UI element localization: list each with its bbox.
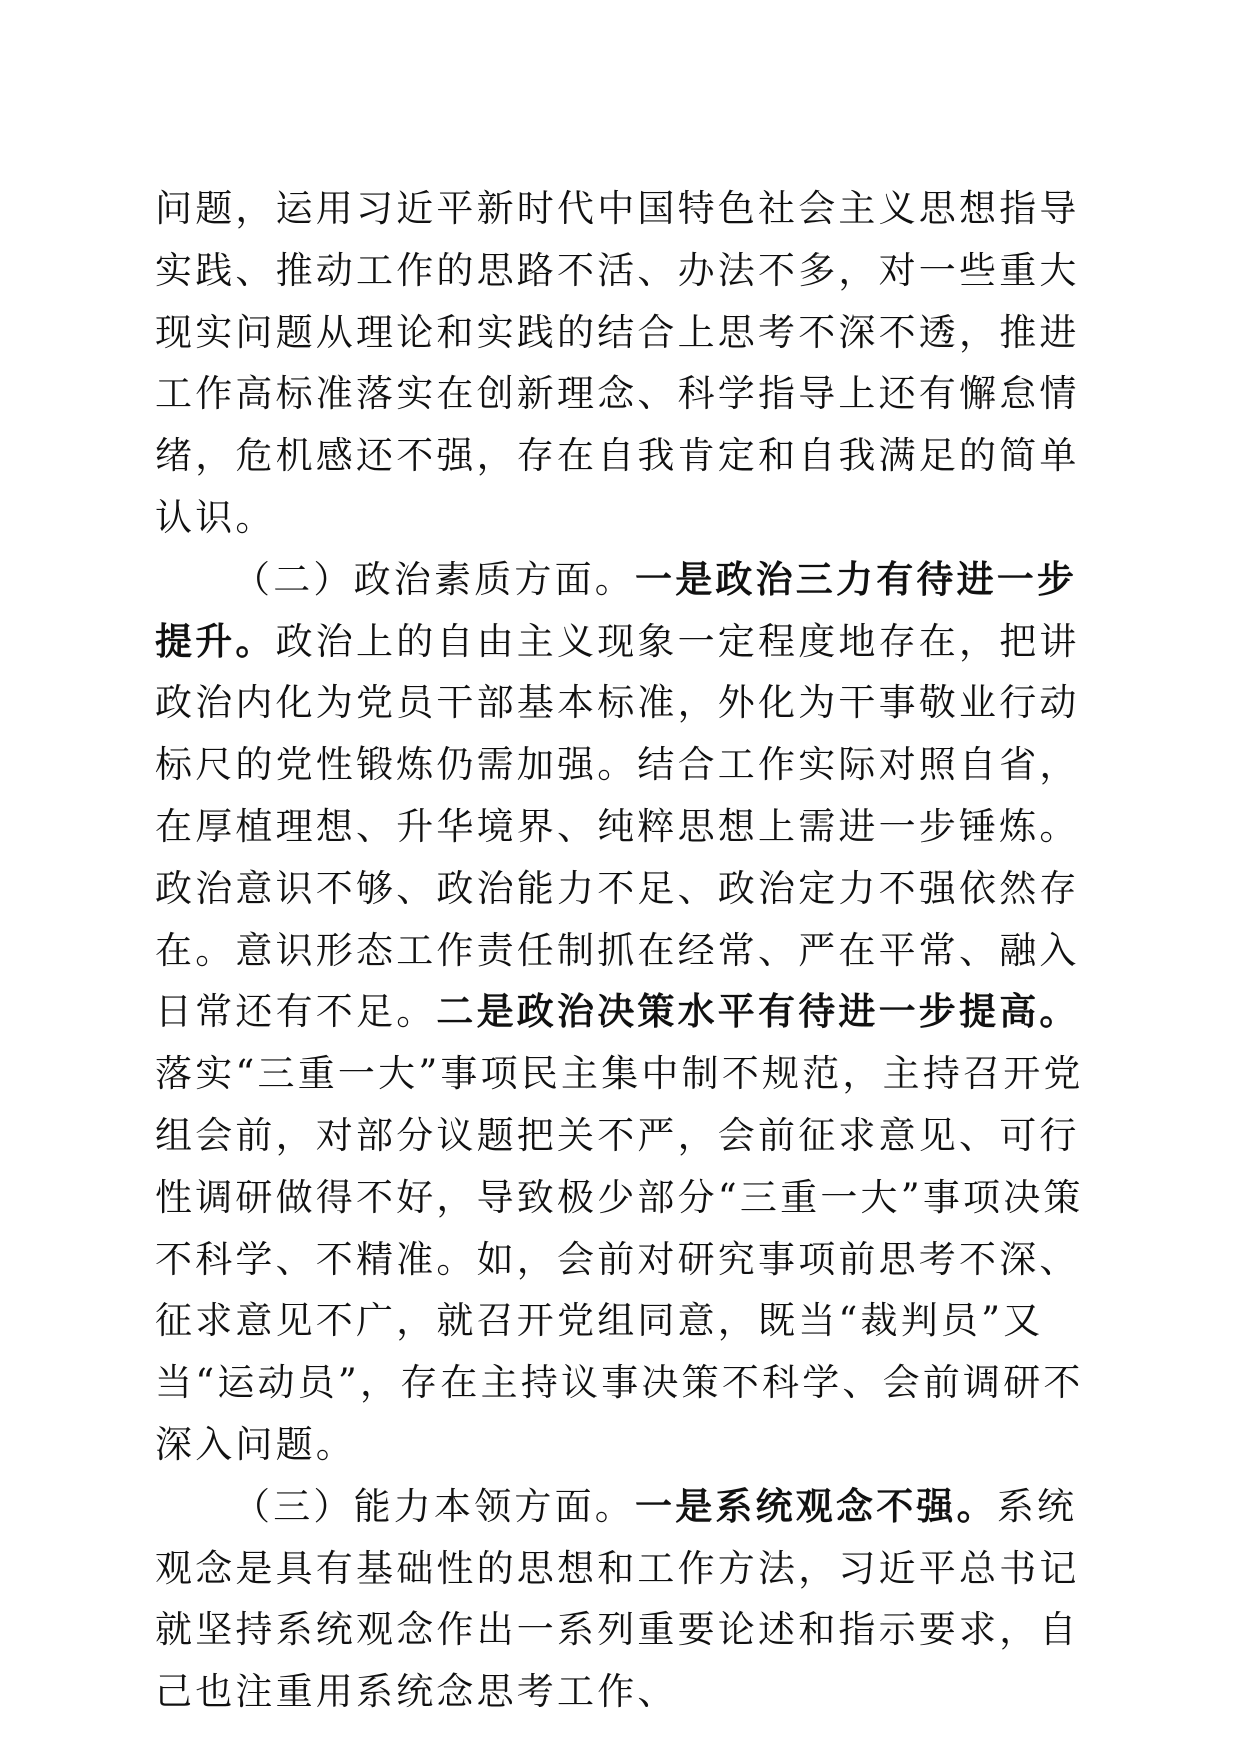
bold-point-one: 一是政治三力有待进一步提升。 (155, 556, 1078, 663)
paragraph-political-quality (155, 549, 1100, 1476)
paragraph-ability (155, 1476, 1100, 1723)
text-run: 落实“三重一大”事项民主集中制不规范，主持召开党组会前，对部分议题把关不严，会前征求意见、可行性调研做得不好，导致极少部分“三重一大”事项决策不科学、不精准。如，会前对研究事项前思考不深、征求意见不广，就召开党组同意，既当“裁判员”又当“运动员”，存在主持议事决策不科学、会前调研不深入问题。 (155, 1052, 1084, 1466)
bold-point-two: 二是政治决策水平有待进一步提高。 (436, 989, 1080, 1034)
section-heading-run: （三）能力本领方面。 (233, 1484, 635, 1528)
text-run: 系统观念是具有基础性的思想和工作方法，习近平总书记就坚持系统观念作出一系列重要论述和指示要求，自己也注重用系统念思考工作、 (155, 1484, 1080, 1714)
text-run: 问题，运用习近平新时代中国特色社会主义思想指导实践、推动工作的思路不活、办法不多，对一些重大现实问题从理论和实践的结合上思考不深不透，推进工作高标准落实在创新理念、科学指导上还有懈怠情绪，危机感还不强，存在自我肯定和自我满足的简单认识。 (155, 187, 1080, 539)
body-text (155, 178, 1100, 1723)
text-run: 政治上的自由主义现象一定程度地存在，把讲政治内化为党员干部基本标准，外化为干事敬业行动标尺的党性锻炼仍需加强。结合工作实际对照自省，在厚植理想、升华境界、纯粹思想上需进一步锤炼。政治意识不够、政治能力不足、政治定力不强依然存在。意识形态工作责任制抓在经常、严在平常、融入日常还有不足。 (155, 619, 1080, 1034)
section-heading-run: （二）政治素质方面。 (233, 557, 635, 601)
paragraph-continued-issue (155, 178, 1100, 549)
bold-point-one: 一是系统观念不强。 (635, 1483, 997, 1528)
